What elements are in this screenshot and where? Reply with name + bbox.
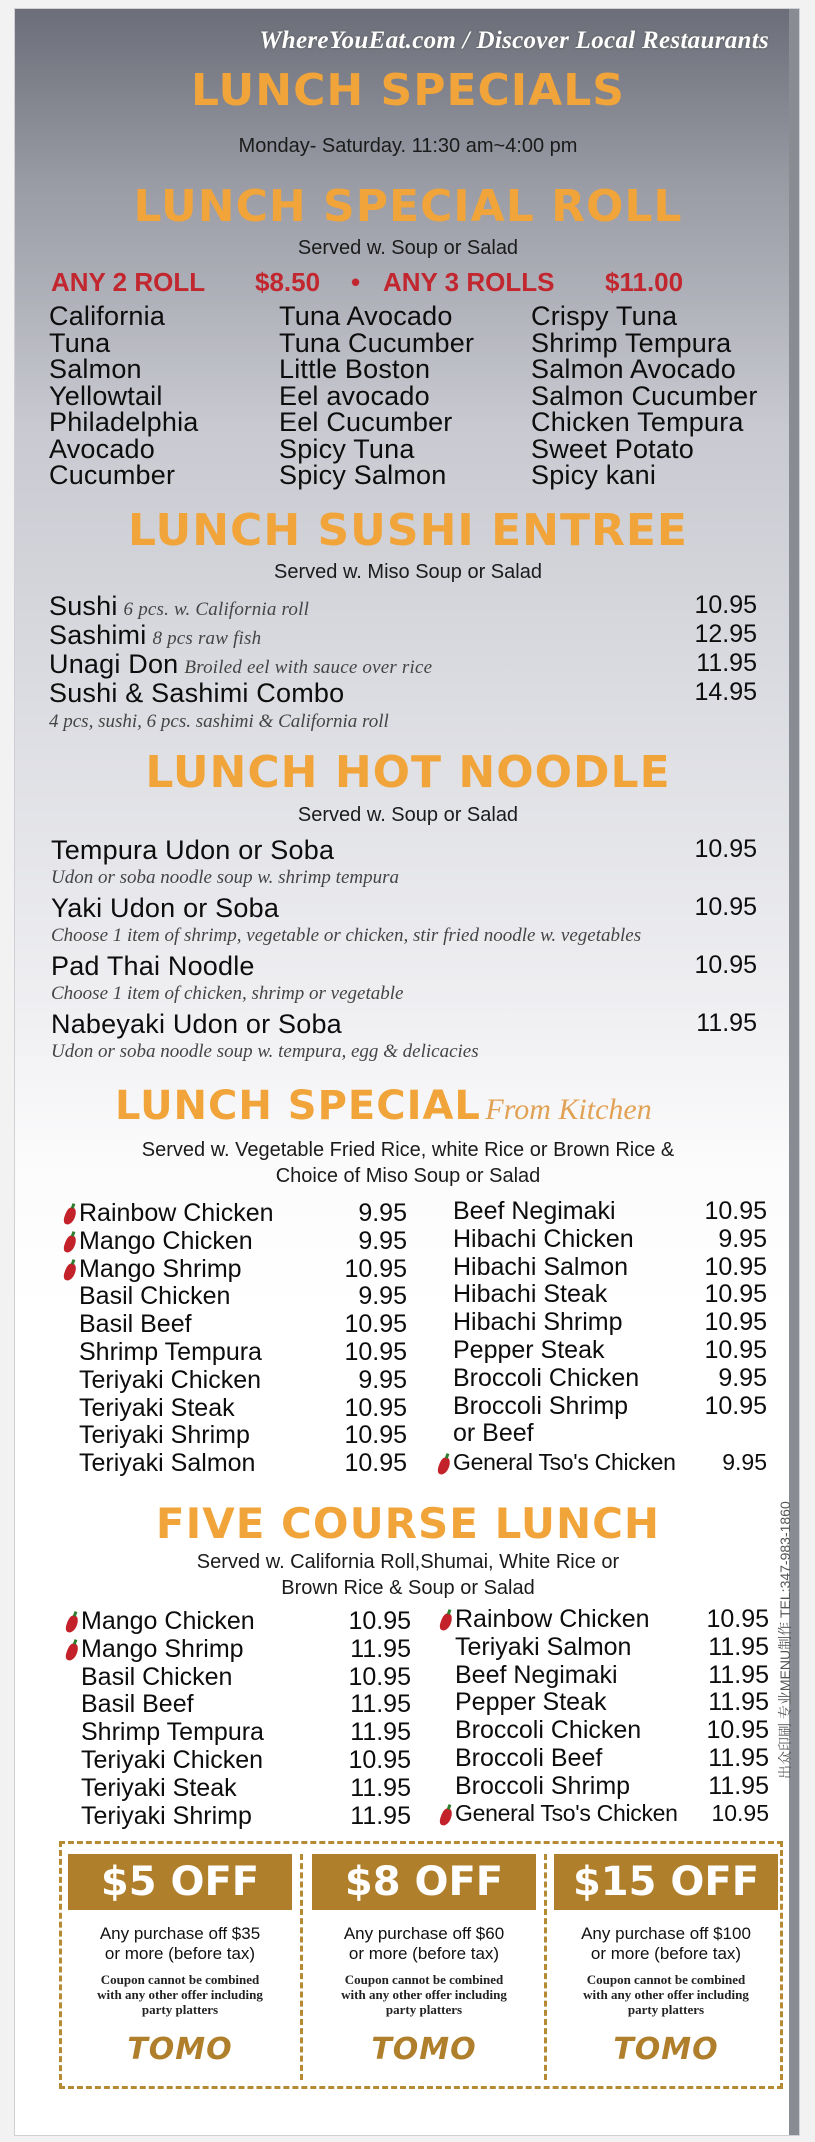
roll-item: Spicy Salmon: [279, 460, 447, 490]
kitchen-title: LUNCH SPECIAL: [115, 1083, 481, 1129]
chili-pepper-icon: [438, 1806, 454, 1826]
roll-item: Tuna Avocado: [279, 301, 453, 331]
hot-noodle-subtitle: Served w. Soup or Salad: [297, 804, 519, 826]
chili-pepper-icon: [438, 1612, 454, 1632]
entree-desc: 8 pcs raw fish: [152, 628, 262, 649]
entree-row: [49, 620, 261, 651]
fine-line-1: Coupon cannot be combined: [344, 1972, 504, 1987]
kitchen-item-name: Basil Chicken: [79, 1282, 231, 1311]
kitchen-item-name: General Tso's Chicken: [453, 1449, 676, 1476]
fine-line-3: party platters: [627, 2002, 705, 2017]
any2-price: $8.50: [255, 267, 321, 297]
kitchen-heading: [115, 1083, 755, 1129]
chili-pepper-icon: [62, 1261, 78, 1281]
noodle-name: Tempura Udon or Soba: [51, 835, 335, 865]
kitchen-item-name: Rainbow Chicken: [79, 1199, 274, 1227]
five-item-price: 10.95: [348, 1662, 411, 1691]
kitchen-item-name: Hibachi Salmon: [453, 1252, 629, 1281]
kitchen-script: From Kitchen: [485, 1093, 652, 1126]
kitchen-item-name: Broccoli Shrimp: [453, 1391, 629, 1420]
five-item-price: 11.95: [708, 1771, 769, 1800]
five-item-name: Basil Chicken: [81, 1662, 233, 1691]
kitchen-item-price: 10.95: [704, 1252, 767, 1281]
kitchen-item-name: Mango Shrimp: [79, 1254, 242, 1283]
coupon-15-off[interactable]: [554, 1854, 778, 2080]
kitchen-item-price: 10.95: [344, 1421, 407, 1450]
coupon-fine-print: [554, 1972, 778, 2017]
coupon-divider: [544, 1854, 547, 2080]
kitchen-item-name: Hibachi Steak: [453, 1280, 608, 1309]
entree-desc: 6 pcs. w. California roll: [123, 599, 310, 620]
chili-pepper-icon: [62, 1206, 78, 1226]
kitchen-item-name: Mango Chicken: [79, 1226, 253, 1255]
sushi-entree-title: LUNCH SUSHI ENTREE: [128, 505, 688, 556]
roll-item: Avocado: [49, 433, 155, 464]
entree-price: 12.95: [694, 620, 757, 648]
coupon-brand: TOMO: [613, 2032, 719, 2067]
kitchen-item-name: Teriyaki Shrimp: [79, 1421, 250, 1450]
kitchen-item-price: 10.95: [344, 1338, 407, 1366]
special-roll-subtitle: Served w. Soup or Salad: [297, 237, 519, 259]
kitchen-item-price: 9.95: [718, 1224, 767, 1253]
entree-row: [49, 678, 344, 709]
entree-name: Sushi: [49, 591, 118, 621]
kitchen-item-price: 9.95: [718, 1363, 767, 1392]
kitchen-subtitle-2: Choice of Miso Soup or Salad: [275, 1165, 541, 1187]
roll-item: Sweet Potato: [531, 433, 695, 464]
five-item-name: Pepper Steak: [455, 1688, 607, 1717]
any3-price: $11.00: [605, 267, 684, 297]
coupon-fine-print: [312, 1972, 536, 2017]
kitchen-item-price: 9.95: [722, 1449, 767, 1476]
kitchen-item-price: 10.95: [704, 1308, 767, 1337]
five-item-price: 11.95: [350, 1690, 411, 1719]
kitchen-item-price: 9.95: [358, 1226, 407, 1255]
five-item-price: 10.95: [348, 1607, 411, 1635]
five-item-name: General Tso's Chicken: [455, 1799, 678, 1826]
five-item-price: 11.95: [708, 1744, 769, 1772]
roll-item: Spicy Tuna: [279, 433, 415, 464]
roll-item: Eel Cucumber: [279, 407, 453, 437]
roll-item: Tuna: [49, 327, 111, 358]
five-item-name: Mango Shrimp: [81, 1634, 244, 1663]
coupon-line-1: Any purchase off $60: [343, 1924, 505, 1943]
noodle-price: 10.95: [694, 951, 757, 979]
coupon-line-1: Any purchase off $100: [581, 1924, 751, 1943]
five-item-name: Teriyaki Salmon: [455, 1632, 632, 1661]
entree-name: Unagi Don: [49, 649, 179, 679]
noodle-name: Yaki Udon or Soba: [51, 893, 280, 923]
any3-label: ANY 3 ROLLS: [383, 267, 555, 297]
five-item-price: 10.95: [711, 1799, 769, 1826]
kitchen-item-name: Pepper Steak: [453, 1336, 605, 1364]
coupon-fine-print: [68, 1972, 292, 2017]
roll-item: Salmon: [49, 354, 142, 384]
kitchen-item-price: 10.95: [344, 1310, 407, 1339]
fine-line-2: with any other offer including: [341, 1987, 507, 2002]
roll-item: Salmon Cucumber: [531, 380, 758, 411]
roll-item: Crispy Tuna: [531, 301, 678, 331]
five-item-name: Broccoli Beef: [455, 1744, 603, 1772]
coupon-line-1: Any purchase off $35: [99, 1924, 261, 1943]
sushi-entree-subtitle: Served w. Miso Soup or Salad: [274, 561, 542, 583]
combo-description: 4 pcs, sushi, 6 pcs. sashimi & California roll: [49, 711, 389, 732]
kitchen-item-price: 10.95: [704, 1391, 767, 1420]
fine-line-3: party platters: [141, 2002, 219, 2017]
watermark: WhereYouEat.com / Discover Local Restaurants: [259, 27, 769, 54]
entree-name: Sashimi: [49, 620, 147, 650]
menu-page: [14, 8, 800, 2136]
printer-note: 出众印刷 专业MENU制作 TEL:347-983-1860: [777, 1501, 793, 1779]
five-item-name: Basil Beef: [81, 1690, 194, 1719]
kitchen-item-name: Shrimp Tempura: [79, 1338, 262, 1366]
noodle-desc: Udon or soba noodle soup w. shrimp tempura: [51, 867, 399, 888]
chili-pepper-icon: [64, 1614, 80, 1634]
chili-pepper-icon: [436, 1456, 452, 1476]
five-item-name: Shrimp Tempura: [81, 1718, 264, 1747]
kitchen-item-price: 9.95: [358, 1282, 407, 1311]
kitchen-item-price: 10.95: [344, 1449, 407, 1478]
five-item-price: 11.95: [350, 1718, 411, 1747]
five-course-subtitle-1: Served w. California Roll,Shumai, White Rice or: [196, 1551, 620, 1573]
hot-noodle-title: LUNCH HOT NOODLE: [145, 747, 671, 798]
coupon-strip: [59, 1841, 783, 2089]
coupon-line-2: or more (before tax): [590, 1944, 742, 1963]
fine-line-2: with any other offer including: [97, 1987, 263, 2002]
roll-item: Cucumber: [49, 460, 176, 490]
five-item-name: Broccoli Chicken: [455, 1716, 642, 1745]
coupon-brand: TOMO: [127, 2032, 233, 2067]
fine-line-2: with any other offer including: [583, 1987, 749, 2002]
kitchen-item-price: 10.95: [344, 1254, 407, 1283]
kitchen-item-name: Broccoli Chicken: [453, 1363, 640, 1392]
roll-bullet: •: [351, 267, 361, 297]
fine-line-3: party platters: [385, 2002, 463, 2017]
fine-line-1: Coupon cannot be combined: [100, 1972, 260, 1987]
five-item-name: Rainbow Chicken: [455, 1605, 650, 1633]
five-item-price: 10.95: [706, 1605, 769, 1633]
five-item-price: 11.95: [708, 1688, 769, 1717]
roll-item: Tuna Cucumber: [279, 327, 475, 358]
kitchen-item-price: 9.95: [358, 1365, 407, 1394]
any2-label: ANY 2 ROLL: [51, 267, 206, 297]
entree-price: 14.95: [694, 678, 757, 706]
chili-pepper-icon: [64, 1642, 80, 1662]
noodle-price: 11.95: [696, 1009, 757, 1037]
roll-item: Shrimp Tempura: [531, 327, 732, 358]
five-item-price: 11.95: [708, 1660, 769, 1689]
chili-pepper-icon: [62, 1234, 78, 1254]
five-item-price: 11.95: [350, 1801, 411, 1830]
coupon-brand: TOMO: [371, 2032, 477, 2067]
kitchen-item-name: Teriyaki Salmon: [79, 1449, 256, 1478]
kitchen-item-name: Hibachi Shrimp: [453, 1308, 623, 1337]
five-item-name: Teriyaki Steak: [81, 1773, 237, 1802]
entree-row: [49, 591, 309, 622]
five-item-name: Broccoli Shrimp: [455, 1771, 631, 1800]
kitchen-item-name: Basil Beef: [79, 1310, 192, 1339]
five-item-name: Teriyaki Shrimp: [81, 1801, 252, 1830]
noodle-name: Nabeyaki Udon or Soba: [51, 1009, 342, 1039]
kitchen-item-name: Beef Negimaki: [453, 1197, 616, 1225]
special-roll-title: LUNCH SPECIAL ROLL: [133, 181, 683, 232]
kitchen-item-price: 10.95: [704, 1197, 767, 1225]
entree-price: 11.95: [696, 649, 757, 677]
coupon-line-2: or more (before tax): [348, 1944, 500, 1963]
roll-item: Chicken Tempura: [531, 407, 744, 437]
noodle-desc: Udon or soba noodle soup w. tempura, egg & delicacies: [51, 1041, 479, 1062]
roll-item: Spicy kani: [531, 460, 657, 490]
coupon-5-off[interactable]: [68, 1854, 292, 2080]
five-item-price: 10.95: [348, 1746, 411, 1774]
coupon-amount: $5 OFF: [68, 1854, 292, 1910]
kitchen-item-price: 10.95: [704, 1336, 767, 1364]
noodle-name: Pad Thai Noodle: [51, 951, 255, 981]
kitchen-subtitle-1: Served w. Vegetable Fried Rice, white Rice or Brown Rice &: [141, 1139, 675, 1161]
five-course-subtitle-2: Brown Rice & Soup or Salad: [281, 1577, 535, 1599]
entree-name: Sushi & Sashimi Combo: [49, 678, 345, 708]
kitchen-item-price: 10.95: [704, 1280, 767, 1309]
roll-item: Little Boston: [279, 354, 431, 384]
five-item-price: 11.95: [708, 1632, 769, 1661]
noodle-price: 10.95: [694, 893, 757, 921]
roll-item: California: [49, 301, 166, 331]
five-item-name: Teriyaki Chicken: [81, 1746, 264, 1774]
coupon-amount: $15 OFF: [554, 1854, 778, 1910]
entree-row: [49, 649, 432, 680]
kitchen-item-name: Teriyaki Chicken: [79, 1365, 262, 1394]
five-item-price: 10.95: [706, 1716, 769, 1745]
kitchen-or-beef: or Beef: [453, 1419, 534, 1448]
kitchen-item-price: 10.95: [344, 1393, 407, 1422]
five-item-name: Mango Chicken: [81, 1607, 255, 1635]
roll-item: Salmon Avocado: [531, 354, 736, 384]
five-item-name: Beef Negimaki: [455, 1660, 618, 1689]
coupon-8-off[interactable]: [312, 1854, 536, 2080]
roll-item: Eel avocado: [279, 380, 430, 411]
coupon-divider: [300, 1854, 303, 2080]
entree-desc: Broiled eel with sauce over rice: [184, 657, 433, 678]
fine-line-1: Coupon cannot be combined: [586, 1972, 746, 1987]
coupon-terms: [554, 1924, 778, 1964]
five-course-title: FIVE COURSE LUNCH: [155, 1499, 661, 1548]
coupon-terms: [312, 1924, 536, 1964]
hours-text: Monday- Saturday. 11:30 am~4:00 pm: [238, 135, 578, 157]
kitchen-item-name: Hibachi Chicken: [453, 1224, 634, 1253]
five-item-price: 11.95: [350, 1634, 411, 1663]
five-item-price: 11.95: [350, 1773, 411, 1802]
lunch-specials-title: LUNCH SPECIALS: [191, 65, 625, 116]
coupon-line-2: or more (before tax): [104, 1944, 256, 1963]
entree-price: 10.95: [694, 591, 757, 619]
roll-item: Philadelphia: [49, 407, 199, 437]
kitchen-item-price: 9.95: [358, 1199, 407, 1227]
coupon-terms: [68, 1924, 292, 1964]
noodle-price: 10.95: [694, 835, 757, 863]
noodle-desc: Choose 1 item of chicken, shrimp or vegetable: [51, 983, 404, 1004]
page-edge: [789, 9, 799, 2135]
coupon-amount: $8 OFF: [312, 1854, 536, 1910]
kitchen-item-name: Teriyaki Steak: [79, 1393, 235, 1422]
noodle-desc: Choose 1 item of shrimp, vegetable or chicken, stir fried noodle w. vegetables: [51, 925, 642, 946]
roll-item: Yellowtail: [49, 380, 163, 411]
